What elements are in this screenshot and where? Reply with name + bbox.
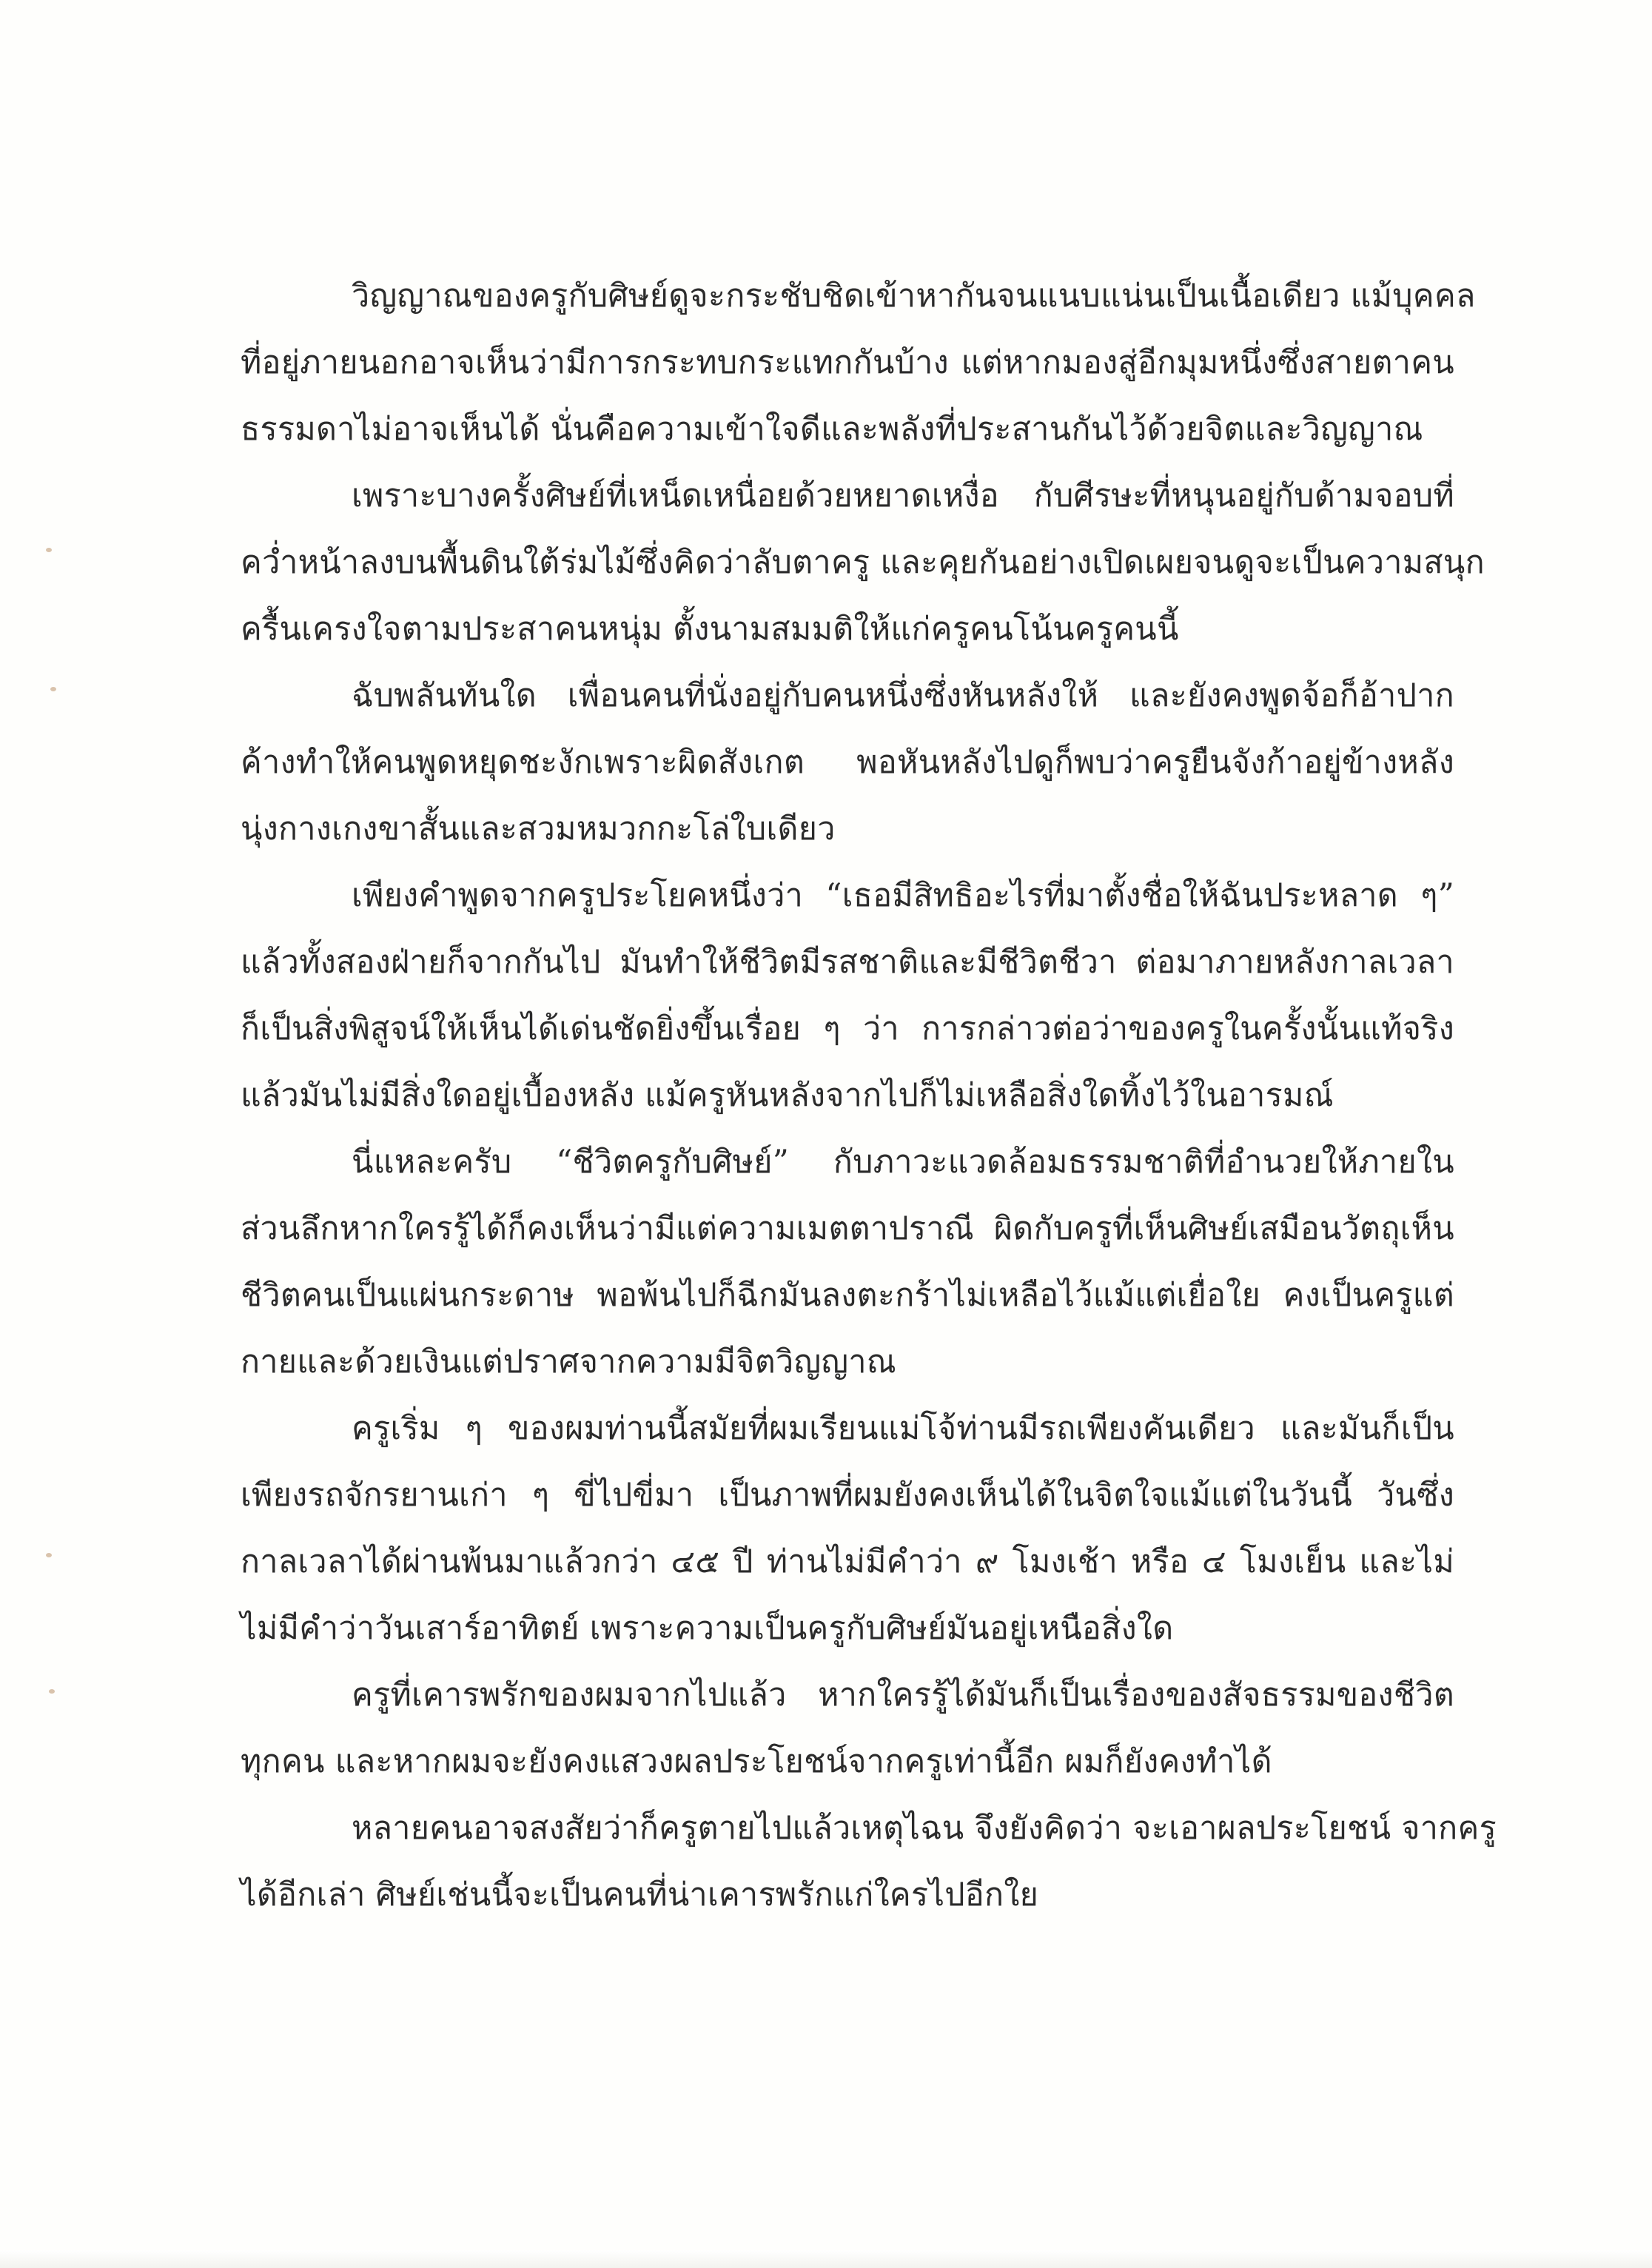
paragraph-4 bbox=[241, 862, 1454, 1129]
text-line: ค้างทำให้คนพูดหยุดชะงักเพราะผิดสังเกต พอหันหลังไปดูก็พบว่าครูยืนจังก้าอยู่ข้างหลัง bbox=[241, 744, 1454, 781]
text-line: แล้วทั้งสองฝ่ายก็จากกันไป มันทำให้ชีวิตมีรสชาติและมีชีวิตชีวา ต่อมาภายหลังกาลเวลา bbox=[241, 944, 1454, 981]
text-line: เพราะบางครั้งศิษย์ที่เหน็ดเหนื่อยด้วยหยาดเหงื่อ กับศีรษะที่หนุนอยู่กับด้ามจอบที่ bbox=[352, 477, 1454, 514]
paragraph-7 bbox=[241, 1662, 1454, 1795]
text-line: แล้วมันไม่มีสิ่งใดอยู่เบื้องหลัง แม้ครูหันหลังจากไปก็ไม่เหลือสิ่งใดทิ้งไว้ในอารมณ์ bbox=[241, 1077, 1334, 1114]
text-line: นี่แหละครับ “ชีวิตครูกับศิษย์” กับภาวะแวดล้อมธรรมชาติที่อำนวยให้ภายใน bbox=[352, 1144, 1454, 1181]
text-line: ธรรมดาไม่อาจเห็นได้ นั่นคือความเข้าใจดีและพลังที่ประสานกันไว้ด้วยจิตและวิญญาณ bbox=[241, 411, 1423, 448]
paragraph-6 bbox=[241, 1395, 1454, 1662]
text-line: ไม่มีคำว่าวันเสาร์อาทิตย์ เพราะความเป็นครูกับศิษย์มันอยู่เหนือสิ่งใด bbox=[241, 1610, 1174, 1647]
text-line: หลายคนอาจสงสัยว่าก็ครูตายไปแล้วเหตุไฉน จึงยังคิดว่า จะเอาผลประโยชน์ จากครู bbox=[352, 1810, 1497, 1847]
paragraph-8 bbox=[241, 1795, 1497, 1928]
paper-speck bbox=[46, 1553, 52, 1557]
text-line: ครื้นเครงใจตามประสาคนหนุ่ม ตั้งนามสมมติให้แก่ครูคนโน้นครูคนนี้ bbox=[241, 611, 1179, 648]
document-body bbox=[241, 263, 1497, 1928]
text-line: วิญญาณของครูกับศิษย์ดูจะกระชับชิดเข้าหากันจนแนบแน่นเป็นเนื้อเดียว แม้บุคคล bbox=[352, 278, 1476, 315]
text-line: กายและด้วยเงินแต่ปราศจากความมีจิตวิญญาณ bbox=[241, 1343, 896, 1380]
text-line: เพียงรถจักรยานเก่า ๆ ขี่ไปขี่มา เป็นภาพที่ผมยังคงเห็นได้ในจิตใจแม้แต่ในวันนี้ วันซึ่ง bbox=[241, 1477, 1454, 1514]
page-bottom-edge bbox=[0, 2250, 1652, 2268]
text-line: ส่วนลึกหากใครรู้ได้ก็คงเห็นว่ามีแต่ความเมตตาปราณี ผิดกับครูที่เห็นศิษย์เสมือนวัตถุเห็น bbox=[241, 1210, 1454, 1247]
text-line: คว่ำหน้าลงบนพื้นดินใต้ร่มไม้ซึ่งคิดว่าลับตาครู และคุยกันอย่างเปิดเผยจนดูจะเป็นความสนุก bbox=[241, 544, 1485, 581]
text-line: ที่อยู่ภายนอกอาจเห็นว่ามีการกระทบกระแทกกันบ้าง แต่หากมองสู่อีกมุมหนึ่งซึ่งสายตาคน bbox=[241, 344, 1454, 381]
text-line: ก็เป็นสิ่งพิสูจน์ให้เห็นได้เด่นชัดยิ่งขึ้นเรื่อย ๆ ว่า การกล่าวต่อว่าของครูในครั้งนั้นแท้จริง bbox=[241, 1010, 1454, 1047]
paragraph-5 bbox=[241, 1129, 1454, 1395]
paper-speck bbox=[50, 687, 56, 691]
text-line: ได้อีกเล่า ศิษย์เช่นนี้จะเป็นคนที่น่าเคารพรักแก่ใครไปอีกใย bbox=[241, 1876, 1039, 1913]
text-line: ทุกคน และหากผมจะยังคงแสวงผลประโยชน์จากครูเท่านี้อีก ผมก็ยังคงทำได้ bbox=[241, 1743, 1272, 1780]
text-line: นุ่งกางเกงขาสั้นและสวมหมวกกะโล่ใบเดียว bbox=[241, 811, 836, 848]
paper-speck bbox=[49, 1689, 55, 1694]
paper-speck bbox=[46, 548, 52, 552]
text-line: เพียงคำพูดจากครูประโยคหนึ่งว่า “เธอมีสิทธิอะไรที่มาตั้งชื่อให้ฉันประหลาด ๆ” bbox=[352, 877, 1454, 914]
text-line: ครูที่เคารพรักของผมจากไปแล้ว หากใครรู้ได้มันก็เป็นเรื่องของสัจธรรมของชีวิต bbox=[352, 1677, 1454, 1714]
paragraph-2 bbox=[241, 463, 1485, 662]
text-line: ชีวิตคนเป็นแผ่นกระดาษ พอพ้นไปก็ฉีกมันลงตะกร้าไม่เหลือไว้แม้แต่เยื่อใย คงเป็นครูแต่ bbox=[241, 1277, 1454, 1314]
paragraph-3 bbox=[241, 662, 1454, 862]
text-line: กาลเวลาได้ผ่านพ้นมาแล้วกว่า ๔๕ ปี ท่านไม่มีคำว่า ๙ โมงเช้า หรือ ๔ โมงเย็น และไม่ bbox=[241, 1543, 1454, 1580]
text-line: ครูเริ่ม ๆ ของผมท่านนี้สมัยที่ผมเรียนแม่โจ้ท่านมีรถเพียงคันเดียว และมันก็เป็น bbox=[352, 1410, 1454, 1447]
text-line: ฉับพลันทันใด เพื่อนคนที่นั่งอยู่กับคนหนึ่งซึ่งหันหลังให้ และยังคงพูดจ้อก็อ้าปาก bbox=[352, 677, 1454, 714]
paragraph-1 bbox=[241, 263, 1476, 463]
